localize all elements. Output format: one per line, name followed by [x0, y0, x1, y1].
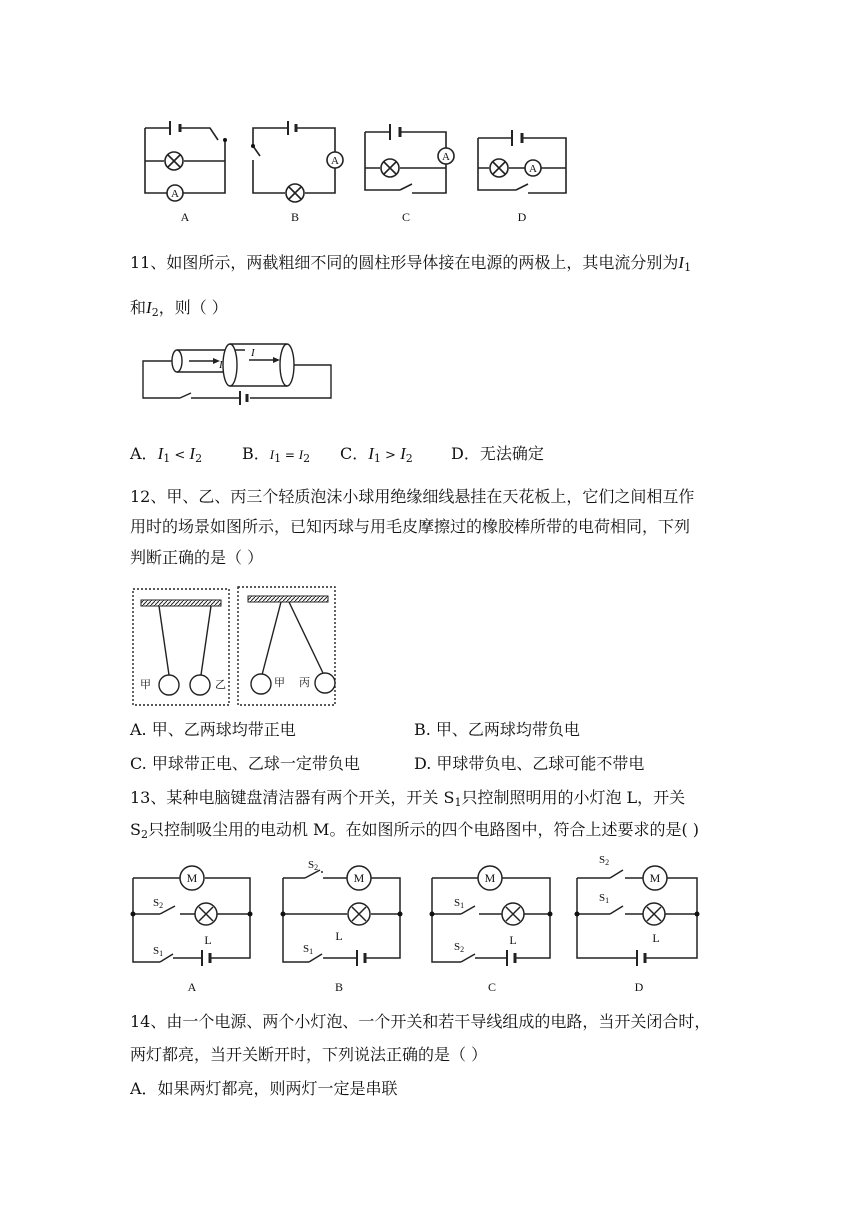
- ammeter-symbol-d: A: [529, 163, 537, 175]
- q11-line1: [130, 251, 691, 280]
- q11-option-b-sub1: 1: [274, 452, 282, 465]
- q11-var-i2: I: [146, 298, 152, 317]
- q13-sub1: 1: [454, 796, 462, 809]
- q13-text-line1a: 某种电脑键盘清洁器有两个开关，开关 S: [166, 788, 455, 807]
- q12-fig-label-jia-1: 甲: [140, 679, 151, 691]
- q14-number: 14、: [130, 1012, 167, 1031]
- q13-d-motor: M: [649, 871, 661, 885]
- q12-fig-label-bing: 丙: [299, 677, 310, 689]
- circuit-label-c: C: [401, 210, 411, 224]
- q13-d-s1: S1: [599, 892, 610, 905]
- q12-fig-label-jia-2: 甲: [274, 677, 285, 689]
- circuit-c: [365, 124, 454, 193]
- q11-var-i1: I: [678, 253, 685, 272]
- q11-text-line1: 如图所示，两截粗细不同的圆柱形导体接在电源的两极上，其电流分别为: [166, 253, 679, 272]
- q14-line2: 两灯都亮，当开关断开时，下列说法正确的是（ ）: [130, 1045, 488, 1064]
- q11-option-a-var1: I: [157, 444, 164, 463]
- top-circuit-diagrams: [120, 118, 590, 228]
- circuit-a: [145, 121, 225, 201]
- q12-line1: [130, 485, 694, 509]
- circuit-d: [478, 130, 566, 193]
- q11-option-a-op: <: [170, 448, 190, 463]
- circuit-b: [253, 121, 343, 202]
- q13-circuit-d: [577, 866, 697, 966]
- q13-line2: [130, 818, 699, 847]
- circuit-label-d: D: [517, 210, 527, 224]
- q13-text-line2b: 只控制吸尘用的电动机 M。在如图所示的四个电路图中，符合上述要求的是( ): [147, 820, 700, 839]
- q11-option-b-sub2: 2: [303, 452, 311, 465]
- q13-c-s1: S1: [454, 897, 465, 910]
- q13-circuit-b: [283, 866, 400, 966]
- q12-pendulum-figure: [131, 585, 341, 710]
- q13-c-lamp: L: [509, 933, 517, 947]
- q13-number: 13、: [130, 788, 167, 807]
- q13-c-s2: S2: [454, 941, 465, 954]
- q13-sub2: 2: [140, 828, 148, 841]
- q11-option-c-var2: I: [400, 444, 406, 463]
- q11-option-b-var2: I: [298, 447, 304, 462]
- q11-option-a-label: A．: [130, 444, 158, 463]
- q14-line1: [130, 1010, 710, 1034]
- q13-a-s1: S1: [153, 945, 164, 958]
- q13-label-b: B: [334, 980, 344, 994]
- q11-option-a-sub1: 1: [163, 452, 171, 465]
- q11-option-b-label: B．: [242, 444, 270, 463]
- q11-option-d[interactable]: [451, 442, 544, 466]
- q11-line2: [130, 296, 228, 325]
- q11-option-a-var2: I: [189, 444, 196, 463]
- q11-option-c-label: C．: [340, 444, 369, 463]
- q12-option-d[interactable]: D. 甲球带负电、乙球可能不带电: [414, 754, 645, 773]
- q12-option-c[interactable]: C. 甲球带正电、乙球一定带负电: [130, 754, 360, 773]
- q13-label-d: D: [634, 980, 644, 994]
- q11-option-b-op: =: [281, 448, 299, 462]
- q11-option-a[interactable]: [130, 442, 202, 471]
- q13-c-motor: M: [484, 871, 496, 885]
- q13-circuit-figures: [125, 850, 715, 1000]
- ammeter-symbol-b: A: [331, 155, 339, 167]
- q13-label-a: A: [187, 980, 197, 994]
- q13-a-motor: M: [186, 871, 198, 885]
- q12-option-b[interactable]: B. 甲、乙两球均带负电: [414, 720, 580, 739]
- q11-fig-label-i1: I: [219, 359, 223, 371]
- q11-sub2: 2: [151, 306, 159, 319]
- q12-number: 12、: [130, 487, 167, 506]
- q11-option-b-var1: I: [269, 447, 275, 462]
- q13-b-s1: S1: [303, 943, 314, 956]
- q13-line1: [130, 786, 685, 815]
- ammeter-symbol-a: A: [171, 188, 179, 200]
- q14-text-line1: 由一个电源、两个小灯泡、一个开关和若干导线组成的电路，当开关闭合时，: [166, 1012, 711, 1031]
- q11-option-b[interactable]: [242, 442, 310, 471]
- q12-line3: 判断正确的是（ ）: [130, 548, 264, 567]
- q13-d-lamp: L: [652, 931, 660, 945]
- q11-text-pre: 和: [130, 298, 147, 317]
- q12-text-line1: 甲、乙、丙三个轻质泡沫小球用绝缘细线悬挂在天花板上，它们之间相互作: [166, 487, 695, 506]
- q12-fig-label-yi: 乙: [215, 679, 226, 691]
- q13-b-lamp: L: [335, 929, 343, 943]
- q11-option-c-op: >: [380, 448, 401, 463]
- q11-number: 11、: [130, 253, 167, 272]
- q11-option-c-sub2: 2: [405, 452, 413, 465]
- q13-b-s2: S2: [308, 859, 319, 872]
- q13-text-line1b: 只控制照明用的小灯泡 L，开关: [461, 788, 686, 807]
- q11-text-post: ，则（ ）: [158, 298, 228, 317]
- q11-option-d-text: 无法确定: [479, 444, 544, 463]
- q11-fig-label-i2: I: [251, 347, 255, 359]
- q12-line2: 用时的场景如图所示，已知丙球与用毛皮摩擦过的橡胶棒所带的电荷相同，下列: [130, 517, 691, 536]
- q13-label-c: C: [487, 980, 497, 994]
- q11-option-a-sub2: 2: [195, 452, 203, 465]
- q11-conductor-figure: [135, 338, 340, 408]
- q13-a-lamp: L: [204, 933, 212, 947]
- q13-b-motor: M: [353, 871, 365, 885]
- circuit-label-b: B: [290, 210, 300, 224]
- circuit-label-a: A: [180, 210, 190, 224]
- q14-option-a[interactable]: A．如果两灯都亮，则两灯一定是串联: [130, 1079, 398, 1098]
- q11-option-c-sub1: 1: [373, 452, 381, 465]
- q13-a-s2: S2: [153, 897, 164, 910]
- q12-option-a[interactable]: A. 甲、乙两球均带正电: [130, 720, 296, 739]
- q11-sub1: 1: [684, 261, 692, 274]
- q11-option-c[interactable]: [340, 442, 413, 471]
- q11-option-d-label: D．: [451, 444, 480, 463]
- q13-text-line2a: S: [130, 820, 141, 839]
- q13-d-s2: S2: [599, 854, 610, 867]
- q11-option-c-var1: I: [368, 444, 374, 463]
- ammeter-symbol-c: A: [442, 151, 450, 163]
